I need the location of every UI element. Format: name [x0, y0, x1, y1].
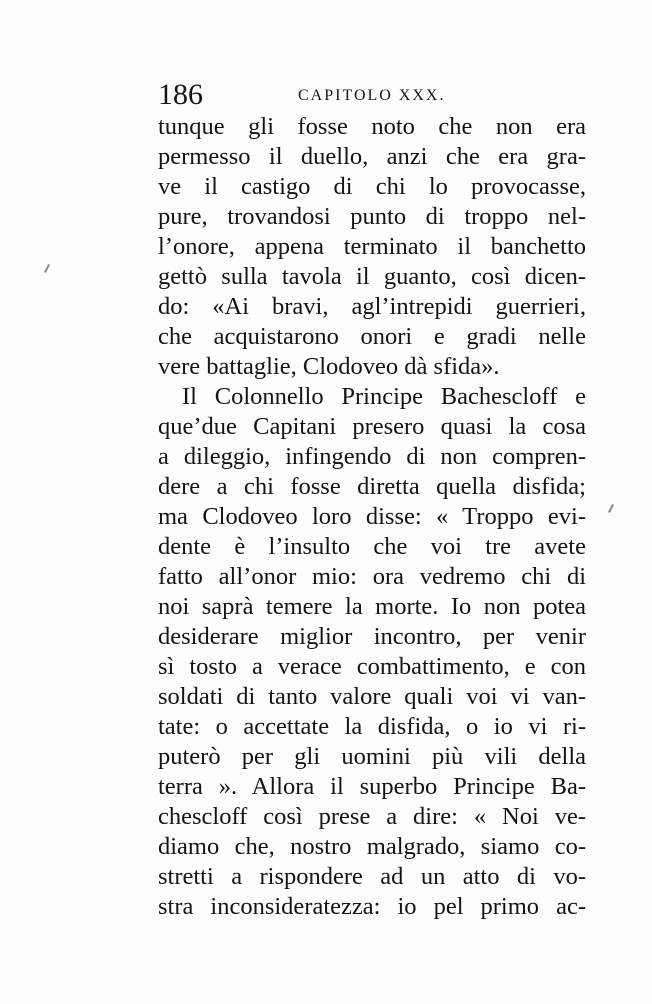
text-line: diamo che, nostro malgrado, siamo co- [158, 833, 586, 860]
text-line: stretti a rispondere ad un atto di vo- [158, 863, 586, 890]
text-line: l’onore, appena terminato il banchetto [158, 233, 586, 260]
text-line: fatto all’onor mio: ora vedremo chi di [158, 563, 586, 590]
running-head: CAPITOLO XXX. [298, 87, 446, 104]
text-line: dere a chi fosse diretta quella disfida; [158, 473, 586, 500]
text-line: que’due Capitani presero quasi la cosa [158, 413, 586, 440]
text-line: gettò sulla tavola il guanto, così dicen- [158, 263, 586, 290]
text-line: desiderare miglior incontro, per venir [158, 623, 586, 650]
text-line: che acquistarono onori e gradi nelle [158, 323, 586, 350]
text-line: sì tosto a verace combattimento, e con [158, 653, 586, 680]
text-line: terra ». Allora il superbo Principe Ba- [158, 773, 586, 800]
text-line: tate: o accettate la disfida, o io vi ri- [158, 713, 586, 740]
page-header [158, 78, 588, 112]
text-line: tunque gli fosse noto che non era [158, 113, 586, 140]
text-line: a dileggio, infingendo di non compren- [158, 443, 586, 470]
text-line-paragraph-start: Il Colonnello Principe Bachescloff e [182, 383, 586, 410]
body-text [158, 112, 586, 922]
text-line: do: «Ai bravi, agl’intrepidi guerrieri, [158, 293, 586, 320]
text-line: puterò per gli uomini più vili della [158, 743, 586, 770]
text-line: dente è l’insulto che voi tre avete [158, 533, 586, 560]
text-line: ve il castigo di chi lo provocasse, [158, 173, 586, 200]
text-line: ma Clodoveo loro disse: « Troppo evi- [158, 503, 586, 530]
page-number: 186 [158, 78, 203, 111]
text-line: chescloff così prese a dire: « Noi ve- [158, 803, 586, 830]
text-line: pure, trovandosi punto di troppo nel- [158, 203, 586, 230]
text-line-paragraph-end: vere battaglie, Clodoveo dà sfida». [158, 353, 500, 380]
paper-speck [44, 264, 50, 273]
text-line: permesso il duello, anzi che era gra- [158, 143, 586, 170]
paper-speck [608, 504, 614, 513]
text-line: noi saprà temere la morte. Io non potea [158, 593, 586, 620]
text-line: soldati di tanto valore quali voi vi van- [158, 683, 586, 710]
text-line: stra inconsideratezza: io pel primo ac- [158, 893, 586, 920]
